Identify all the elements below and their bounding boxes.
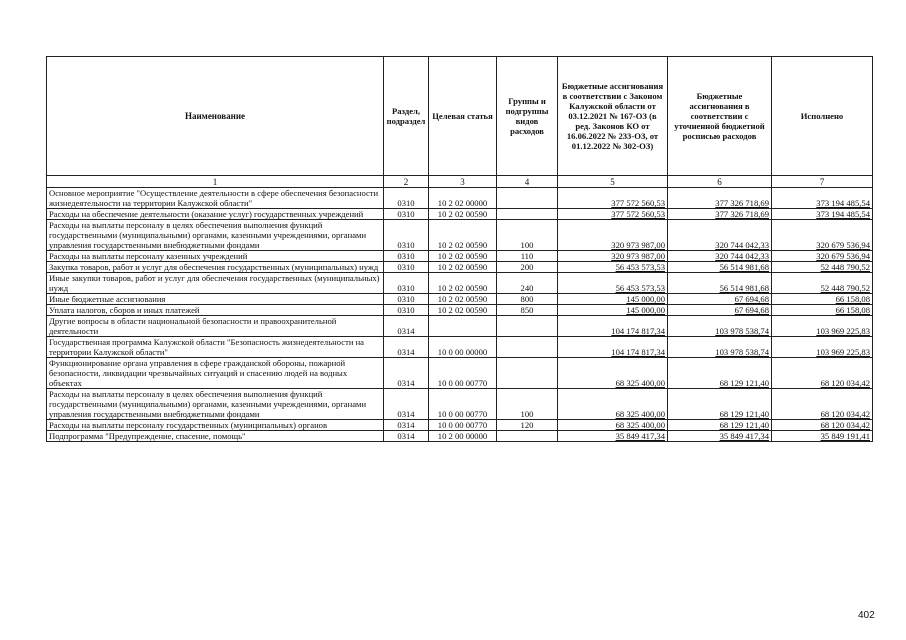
row-group: 120 [497, 420, 558, 431]
row-group [497, 209, 558, 220]
row-section: 0310 [384, 273, 429, 294]
row-group [497, 316, 558, 337]
row-name: Государственная программа Калужской области "Безопасность жизнедеятельности на территории Калужской области" [47, 337, 384, 358]
column-number: 3 [429, 176, 497, 188]
row-refined-amount: 56 514 981,68 [668, 262, 772, 273]
budget-table [46, 56, 873, 442]
row-target: 10 2 02 00590 [429, 262, 497, 273]
row-section: 0314 [384, 358, 429, 389]
row-refined-amount: 377 326 718,69 [668, 188, 772, 209]
row-law-amount: 35 849 417,34 [558, 431, 668, 442]
row-section: 0314 [384, 420, 429, 431]
row-target: 10 2 02 00590 [429, 251, 497, 262]
column-number: 1 [47, 176, 384, 188]
header-refined-allocations: Бюджетные ассигнования в соответствии с уточненной бюджетной росписью расходов [668, 57, 772, 176]
row-refined-amount: 377 326 718,69 [668, 209, 772, 220]
row-law-amount: 104 174 817,34 [558, 337, 668, 358]
row-target: 10 2 00 00000 [429, 431, 497, 442]
row-law-amount: 104 174 817,34 [558, 316, 668, 337]
row-target: 10 0 00 00770 [429, 389, 497, 420]
column-number: 4 [497, 176, 558, 188]
row-group: 110 [497, 251, 558, 262]
header-section: Раздел, подраздел [384, 57, 429, 176]
row-law-amount: 56 453 573,53 [558, 273, 668, 294]
row-name: Подпрограмма "Предупреждение, спасение, помощь" [47, 431, 384, 442]
row-name: Расходы на обеспечение деятельности (оказание услуг) государственных учреждений [47, 209, 384, 220]
column-number-row [47, 176, 873, 188]
row-refined-amount: 67 694,68 [668, 294, 772, 305]
row-group: 100 [497, 389, 558, 420]
row-refined-amount: 103 978 538,74 [668, 316, 772, 337]
row-group [497, 431, 558, 442]
table-row [47, 420, 873, 431]
row-executed-amount: 68 120 034,42 [772, 389, 873, 420]
row-name: Другие вопросы в области национальной безопасности и правоохранительной деятельности [47, 316, 384, 337]
column-number: 2 [384, 176, 429, 188]
row-refined-amount: 68 129 121,40 [668, 389, 772, 420]
row-target: 10 2 02 00590 [429, 305, 497, 316]
row-name: Иные бюджетные ассигнования [47, 294, 384, 305]
row-target [429, 316, 497, 337]
row-name: Основное мероприятие "Осуществление деятельности в сфере обеспечения безопасности жизнедеятельности на территории Калужской области" [47, 188, 384, 209]
row-target: 10 2 02 00590 [429, 220, 497, 251]
row-law-amount: 68 325 400,00 [558, 358, 668, 389]
row-group: 800 [497, 294, 558, 305]
row-name: Расходы на выплаты персоналу в целях обеспечения выполнения функций государственными (муниципальными) органами, казенными учреждениями, органами управления государственными внебюджетными фондами [47, 389, 384, 420]
row-executed-amount: 52 448 790,52 [772, 273, 873, 294]
header-name: Наименование [47, 57, 384, 176]
row-section: 0310 [384, 220, 429, 251]
row-section: 0310 [384, 209, 429, 220]
column-number: 5 [558, 176, 668, 188]
page-number: 402 [858, 610, 875, 621]
table-row [47, 358, 873, 389]
row-target: 10 2 02 00590 [429, 209, 497, 220]
row-section: 0314 [384, 431, 429, 442]
row-law-amount: 377 572 560,53 [558, 188, 668, 209]
row-group [497, 358, 558, 389]
row-executed-amount: 35 849 191,41 [772, 431, 873, 442]
row-law-amount: 320 973 987,00 [558, 251, 668, 262]
row-group: 100 [497, 220, 558, 251]
row-law-amount: 320 973 987,00 [558, 220, 668, 251]
row-law-amount: 68 325 400,00 [558, 420, 668, 431]
header-law-allocations: Бюджетные ассигнования в соответствии с Законом Калужской области от 03.12.2021 № 167-ОЗ (в ред. Законов КО от 16.06.2022 № 233-ОЗ, от 01.12.2022 № 302-ОЗ) [558, 57, 668, 176]
row-name: Расходы на выплаты персоналу государственных (муниципальных) органов [47, 420, 384, 431]
row-target: 10 2 02 00590 [429, 273, 497, 294]
row-refined-amount: 320 744 042,33 [668, 220, 772, 251]
table-row [47, 337, 873, 358]
row-law-amount: 68 325 400,00 [558, 389, 668, 420]
row-group [497, 337, 558, 358]
row-refined-amount: 68 129 121,40 [668, 420, 772, 431]
row-refined-amount: 56 514 981,68 [668, 273, 772, 294]
row-section: 0310 [384, 294, 429, 305]
row-section: 0310 [384, 305, 429, 316]
row-name: Уплата налогов, сборов и иных платежей [47, 305, 384, 316]
row-law-amount: 145 000,00 [558, 294, 668, 305]
column-number: 7 [772, 176, 873, 188]
header-groups: Группы и подгруппы видов расходов [497, 57, 558, 176]
row-refined-amount: 68 129 121,40 [668, 358, 772, 389]
row-target: 10 2 02 00590 [429, 294, 497, 305]
row-name: Закупка товаров, работ и услуг для обеспечения государственных (муниципальных) нужд [47, 262, 384, 273]
row-law-amount: 377 572 560,53 [558, 209, 668, 220]
table-row [47, 389, 873, 420]
row-executed-amount: 66 158,08 [772, 294, 873, 305]
row-name: Расходы на выплаты персоналу в целях обеспечения выполнения функций государственными (муниципальными) органами, казенными учреждениями, органами управления государственными внебюджетными фондами [47, 220, 384, 251]
table-row [47, 188, 873, 209]
row-executed-amount: 373 194 485,54 [772, 188, 873, 209]
header-executed: Исполнено [772, 57, 873, 176]
row-law-amount: 145 000,00 [558, 305, 668, 316]
column-number: 6 [668, 176, 772, 188]
row-section: 0314 [384, 337, 429, 358]
row-name: Расходы на выплаты персоналу казенных учреждений [47, 251, 384, 262]
row-executed-amount: 320 679 536,94 [772, 220, 873, 251]
row-refined-amount: 103 978 538,74 [668, 337, 772, 358]
row-executed-amount: 66 158,08 [772, 305, 873, 316]
row-executed-amount: 373 194 485,54 [772, 209, 873, 220]
row-section: 0314 [384, 316, 429, 337]
row-executed-amount: 52 448 790,52 [772, 262, 873, 273]
row-group: 200 [497, 262, 558, 273]
table-row [47, 273, 873, 294]
table-row [47, 251, 873, 262]
row-law-amount: 56 453 573,53 [558, 262, 668, 273]
row-executed-amount: 68 120 034,42 [772, 420, 873, 431]
table-row [47, 305, 873, 316]
row-group [497, 188, 558, 209]
row-executed-amount: 103 969 225,83 [772, 316, 873, 337]
header-row [47, 57, 873, 176]
row-target: 10 2 02 00000 [429, 188, 497, 209]
row-group: 240 [497, 273, 558, 294]
table-row [47, 294, 873, 305]
row-executed-amount: 103 969 225,83 [772, 337, 873, 358]
row-refined-amount: 67 694,68 [668, 305, 772, 316]
table-row [47, 262, 873, 273]
row-target: 10 0 00 00770 [429, 420, 497, 431]
row-target: 10 0 00 00000 [429, 337, 497, 358]
row-target: 10 0 00 00770 [429, 358, 497, 389]
row-name: Иные закупки товаров, работ и услуг для обеспечения государственных (муниципальных) нужд [47, 273, 384, 294]
row-name: Функционирование органа управления в сфере гражданской обороны, пожарной безопасности, ликвидации чрезвычайных ситуаций и спасению людей на водных объектах [47, 358, 384, 389]
row-refined-amount: 35 849 417,34 [668, 431, 772, 442]
row-group: 850 [497, 305, 558, 316]
header-target: Целевая статья [429, 57, 497, 176]
row-section: 0314 [384, 389, 429, 420]
table-row [47, 316, 873, 337]
table-row [47, 209, 873, 220]
table-row [47, 220, 873, 251]
row-section: 0310 [384, 251, 429, 262]
row-executed-amount: 320 679 536,94 [772, 251, 873, 262]
row-section: 0310 [384, 188, 429, 209]
row-section: 0310 [384, 262, 429, 273]
row-refined-amount: 320 744 042,33 [668, 251, 772, 262]
row-executed-amount: 68 120 034,42 [772, 358, 873, 389]
table-row [47, 431, 873, 442]
